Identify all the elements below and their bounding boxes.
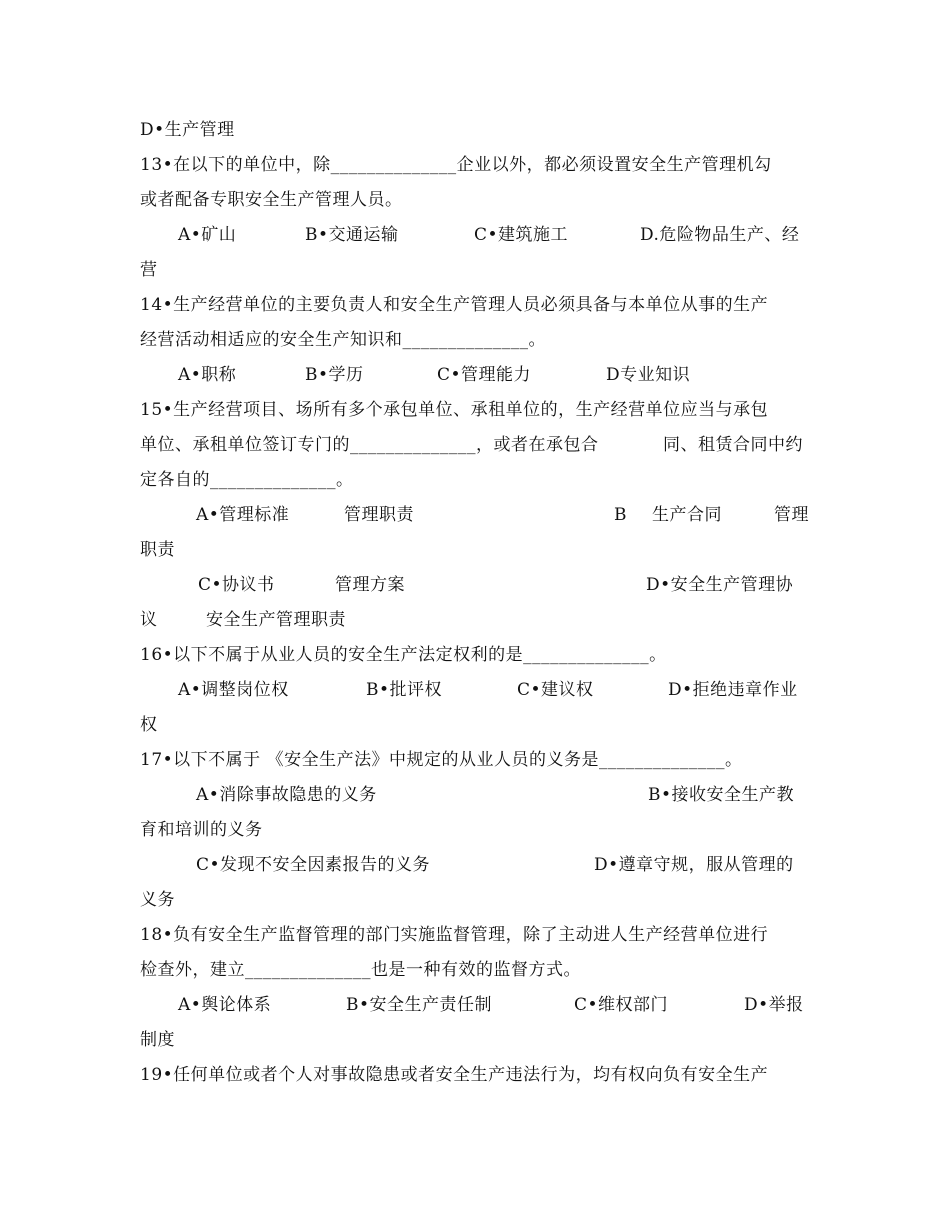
- option-a-detail: 管理职责: [344, 505, 414, 525]
- option-b-detail: 生产合同: [652, 505, 722, 525]
- text-line: 营: [140, 260, 158, 280]
- option-d-detail: 安全生产管理职责: [206, 610, 346, 630]
- text-line: 同、租赁合同中约: [663, 435, 803, 455]
- option-b: B•安全生产责任制: [346, 995, 493, 1015]
- text-line: 15•生产经营项目、场所有多个承包单位、承租单位的，生产经营单位应当与承包: [140, 400, 769, 420]
- text-line: 定各自的______________。: [140, 470, 354, 490]
- option-a: A•消除事故隐患的义务: [196, 785, 377, 805]
- option-b: B•学历: [305, 365, 364, 385]
- text-line: 育和培训的义务: [140, 820, 263, 840]
- option-c: C•建筑施工: [474, 225, 569, 245]
- option-d: D专业知识: [606, 365, 691, 385]
- option-a: A•矿山: [178, 225, 237, 245]
- text-line: 或者配备专职安全生产管理人员。: [140, 190, 403, 210]
- option-b: B•批评权: [366, 680, 443, 700]
- option-d: D•拒绝违章作业: [668, 680, 798, 700]
- option-c-detail: 管理方案: [335, 575, 405, 595]
- option-c: C•协议书: [198, 575, 275, 595]
- text-line: 经营活动相适应的安全生产知识和______________。: [140, 330, 546, 350]
- text-line: 检查外，建立______________也是一种有效的监督方式。: [140, 960, 581, 980]
- option-d: D.危险物品生产、经: [640, 225, 800, 245]
- option-b: B•接收安全生产教: [648, 785, 795, 805]
- option-c: C•维权部门: [574, 995, 669, 1015]
- text-line: 14•生产经营单位的主要负责人和安全生产管理人员必须具备与本单位从事的生产: [140, 295, 769, 315]
- text-line: 17•以下不属于 《安全生产法》中规定的从业人员的义务是______________。: [140, 750, 743, 770]
- option-c: C•发现不安全因素报告的义务: [196, 855, 431, 875]
- option-a: A•调整岗位权: [178, 680, 289, 700]
- option-b-detail: 管理: [774, 505, 809, 525]
- text-line: 13•在以下的单位中，除______________企业以外，都必须设置安全生产管理机勾: [140, 155, 772, 175]
- option-d: D•举报: [744, 995, 804, 1015]
- text-line: 16•以下不属于从业人员的安全生产法定权利的是______________。: [140, 645, 667, 665]
- text-line: 单位、承租单位签订专门的______________，或者在承包合: [140, 435, 599, 455]
- option-b: B: [614, 505, 627, 525]
- text-line: 职责: [140, 540, 175, 560]
- option-c: C•管理能力: [437, 365, 532, 385]
- option-a: A•管理标准: [196, 505, 290, 525]
- option-c: C•建议权: [517, 680, 594, 700]
- text-line: 权: [140, 715, 158, 735]
- text-line: 义务: [140, 890, 175, 910]
- option-a: A•舆论体系: [178, 995, 272, 1015]
- option-d: D•安全生产管理协: [646, 575, 794, 595]
- option-d: D•遵章守规，服从管理的: [594, 855, 794, 875]
- text-line: 议: [140, 610, 158, 630]
- text-line: 19•任何单位或者个人对事故隐患或者安全生产违法行为，均有权向负有安全生产: [140, 1065, 769, 1085]
- option-b: B•交通运输: [305, 225, 399, 245]
- text-line: 18•负有安全生产监督管理的部门实施监督管理，除了主动进人生产经营单位进行: [140, 925, 769, 945]
- text-line: 制度: [140, 1030, 175, 1050]
- text-line: D•生产管理: [140, 120, 235, 140]
- option-a: A•职称: [178, 365, 237, 385]
